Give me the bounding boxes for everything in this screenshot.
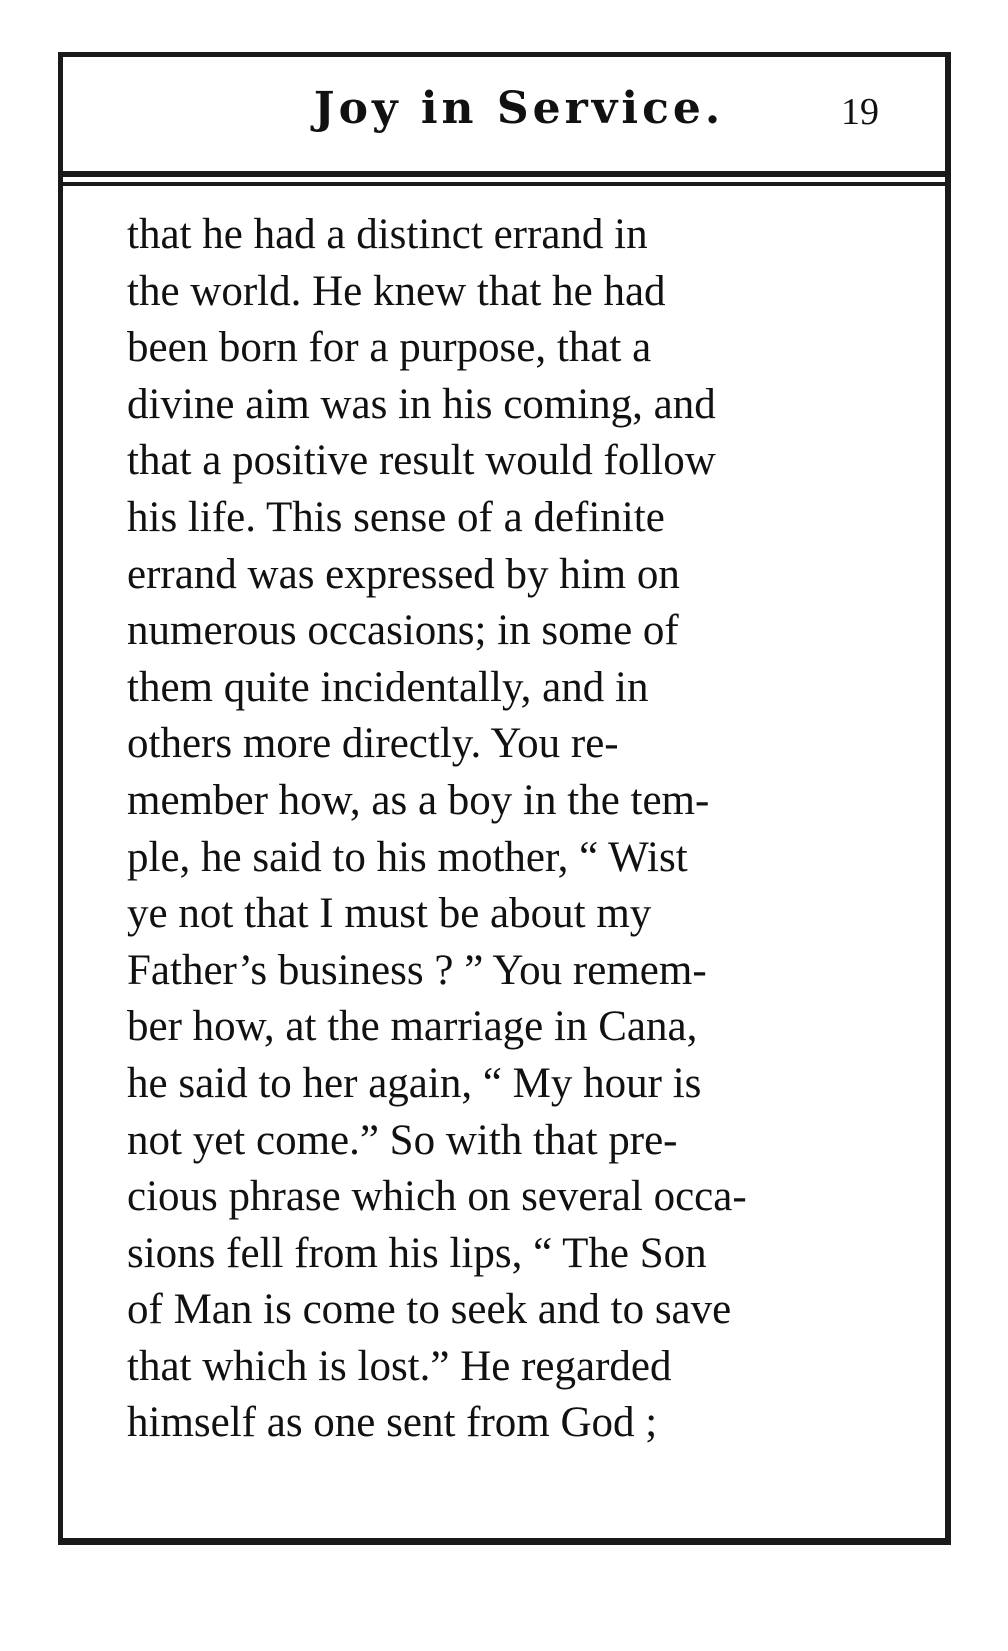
body-text (127, 207, 843, 1452)
text-line: numerous occasions; in some of (127, 607, 679, 655)
text-line: them quite incidentally, and in (127, 663, 649, 711)
text-line: others more directly. You re- (127, 720, 619, 768)
text-line: member how, as a boy in the tem- (127, 776, 710, 824)
text-line: that he had a distinct errand in (127, 211, 648, 258)
text-line: he said to her again, “ My hour is (127, 1059, 702, 1107)
text-line: been born for a purpose, that a (127, 324, 652, 372)
text-line: his life. This sense of a definite (127, 493, 665, 541)
text-line: errand was expressed by him on (127, 550, 680, 598)
text-line: that a positive result would follow (127, 437, 716, 485)
text-line: ple, he said to his mother, “ Wist (127, 833, 688, 881)
text-line: of Man is come to seek and to save (127, 1286, 732, 1334)
text-line: Father’s business ? ” You remem- (127, 946, 707, 994)
page-border-frame (58, 52, 951, 1545)
text-line: himself as one sent from God ; (127, 1399, 658, 1447)
text-line: cious phrase which on several occa- (127, 1173, 747, 1221)
text-line: sions fell from his lips, “ The Son (127, 1229, 707, 1277)
page-number: 19 (841, 91, 879, 133)
text-line: ber how, at the marriage in Cana, (127, 1003, 698, 1051)
text-line: ye not that I must be about my (127, 890, 652, 938)
running-title: Joy in Service. (313, 83, 725, 134)
text-line: divine aim was in his coming, and (127, 380, 716, 428)
text-line: that which is lost.” He regarded (127, 1342, 672, 1390)
running-header (63, 57, 945, 177)
text-line: not yet come.” So with that pre- (127, 1116, 678, 1164)
text-line: the world. He knew that he had (127, 267, 666, 315)
header-rule (63, 182, 945, 186)
